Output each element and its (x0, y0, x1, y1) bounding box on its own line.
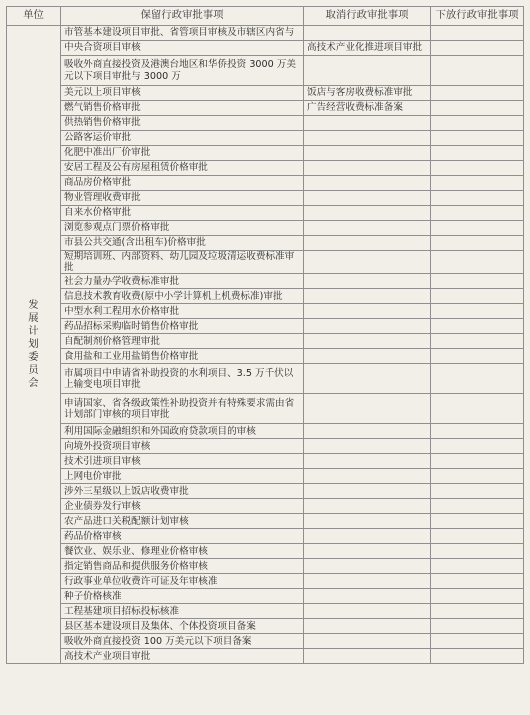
delegate-item (431, 131, 524, 146)
retain-item: 涉外三星级以上饭店收费审批 (61, 484, 304, 499)
cancel-item (304, 206, 431, 221)
retain-item: 技术引进项目审核 (61, 454, 304, 469)
delegate-item (431, 514, 524, 529)
cancel-item (304, 161, 431, 176)
retain-item: 供热销售价格审批 (61, 116, 304, 131)
approval-items-table (6, 6, 524, 664)
cancel-item (304, 191, 431, 206)
header-cancel: 取消行政审批事项 (304, 7, 431, 26)
cancel-item (304, 364, 431, 394)
delegate-item (431, 364, 524, 394)
cancel-item (304, 349, 431, 364)
retain-item: 社会力量办学收费标准审批 (61, 274, 304, 289)
cancel-item (304, 634, 431, 649)
delegate-item (431, 191, 524, 206)
retain-item: 食用盐和工业用盐销售价格审批 (61, 349, 304, 364)
delegate-item (431, 574, 524, 589)
header-delegate: 下放行政审批事项 (431, 7, 524, 26)
table-row (7, 469, 524, 484)
cancel-item (304, 274, 431, 289)
unit-cell (7, 26, 61, 664)
table-row (7, 364, 524, 394)
retain-item: 燃气销售价格审批 (61, 101, 304, 116)
delegate-item (431, 146, 524, 161)
retain-item: 企业债券发行审核 (61, 499, 304, 514)
cancel-item: 广告经营收费标准备案 (304, 101, 431, 116)
table-row (7, 574, 524, 589)
delegate-item (431, 499, 524, 514)
table-row (7, 236, 524, 251)
table-row (7, 619, 524, 634)
retain-item: 行政事业单位收费许可证及年审核准 (61, 574, 304, 589)
delegate-item (431, 334, 524, 349)
table-row (7, 274, 524, 289)
table-row (7, 454, 524, 469)
table-body (7, 26, 524, 664)
cancel-item (304, 131, 431, 146)
table-row (7, 86, 524, 101)
cancel-item (304, 574, 431, 589)
table-row (7, 221, 524, 236)
delegate-item (431, 289, 524, 304)
table-row (7, 191, 524, 206)
cancel-item (304, 116, 431, 131)
retain-item: 工程基建项目招标投标核准 (61, 604, 304, 619)
retain-item: 餐饮业、娱乐业、修理业价格审核 (61, 544, 304, 559)
header-retain: 保留行政审批事项 (61, 7, 304, 26)
cancel-item (304, 514, 431, 529)
unit-name: 发展计划委员会 (28, 299, 39, 390)
cancel-item (304, 649, 431, 664)
delegate-item (431, 319, 524, 334)
retain-item: 向境外投资项目审核 (61, 439, 304, 454)
delegate-item (431, 649, 524, 664)
table-row (7, 484, 524, 499)
cancel-item (304, 544, 431, 559)
delegate-item (431, 484, 524, 499)
table-row (7, 146, 524, 161)
cancel-item (304, 424, 431, 439)
cancel-item (304, 26, 431, 41)
cancel-item (304, 236, 431, 251)
cancel-item (304, 619, 431, 634)
cancel-item (304, 469, 431, 484)
delegate-item (431, 86, 524, 101)
retain-item: 县区基本建设项目及集体、个体投资项目备案 (61, 619, 304, 634)
table-row (7, 634, 524, 649)
cancel-item (304, 319, 431, 334)
cancel-item (304, 394, 431, 424)
table-row (7, 334, 524, 349)
delegate-item (431, 634, 524, 649)
table-row (7, 604, 524, 619)
table-row (7, 649, 524, 664)
table-header-row (7, 7, 524, 26)
cancel-item (304, 499, 431, 514)
cancel-item (304, 559, 431, 574)
table-row (7, 41, 524, 56)
delegate-item (431, 559, 524, 574)
delegate-item (431, 56, 524, 86)
cancel-item (304, 176, 431, 191)
delegate-item (431, 619, 524, 634)
cancel-item (304, 289, 431, 304)
delegate-item (431, 394, 524, 424)
cancel-item (304, 454, 431, 469)
table-row (7, 56, 524, 86)
retain-item: 市管基本建设项目审批、省管项目审核及市辖区内省与 (61, 26, 304, 41)
retain-item: 种子价格核准 (61, 589, 304, 604)
cancel-item (304, 56, 431, 86)
retain-item: 公路客运价审批 (61, 131, 304, 146)
delegate-item (431, 454, 524, 469)
retain-item: 化肥中准出厂价审批 (61, 146, 304, 161)
table-row (7, 161, 524, 176)
cancel-item (304, 146, 431, 161)
retain-item: 安居工程及公有房屋租赁价格审批 (61, 161, 304, 176)
table-row (7, 131, 524, 146)
retain-item: 药品招标采购临时销售价格审批 (61, 319, 304, 334)
retain-item: 利用国际金融组织和外国政府贷款项目的审核 (61, 424, 304, 439)
cancel-item (304, 589, 431, 604)
cancel-item: 饭店与客房收费标准审批 (304, 86, 431, 101)
delegate-item (431, 469, 524, 484)
table-row (7, 424, 524, 439)
table-row (7, 589, 524, 604)
delegate-item (431, 161, 524, 176)
retain-item: 短期培训班、内部资料、幼儿园及垃圾清运收费标准审批 (61, 251, 304, 274)
cancel-item (304, 529, 431, 544)
table-row (7, 349, 524, 364)
retain-item: 中央合资项目审核 (61, 41, 304, 56)
delegate-item (431, 221, 524, 236)
cancel-item (304, 439, 431, 454)
retain-item: 信息技术教育收费(原中小学计算机上机费标准)审批 (61, 289, 304, 304)
retain-item: 吸收外商直接投资及港澳台地区和华侨投资 3000 万美元以下项目审批与 3000 万 (61, 56, 304, 86)
delegate-item (431, 26, 524, 41)
table-row (7, 26, 524, 41)
retain-item: 商品房价格审批 (61, 176, 304, 191)
retain-item: 高技术产业项目审批 (61, 649, 304, 664)
cancel-item (304, 334, 431, 349)
retain-item: 市属项目中申请省补助投资的水利项目、3.5 万千伏以上输变电项目审批 (61, 364, 304, 394)
table-row (7, 289, 524, 304)
retain-item: 自配制剂价格管理审批 (61, 334, 304, 349)
retain-item: 申请国家、省各级政策性补助投资并有特殊要求需由省计划部门审核的项目审批 (61, 394, 304, 424)
table-row (7, 529, 524, 544)
retain-item: 上网电价审批 (61, 469, 304, 484)
retain-item: 药品价格审核 (61, 529, 304, 544)
retain-item: 中型水利工程用水价格审批 (61, 304, 304, 319)
table-row (7, 559, 524, 574)
delegate-item (431, 604, 524, 619)
retain-item: 浏览参观点门票价格审批 (61, 221, 304, 236)
delegate-item (431, 439, 524, 454)
delegate-item (431, 349, 524, 364)
table-header (7, 7, 524, 26)
retain-item: 物业管理收费审批 (61, 191, 304, 206)
cancel-item (304, 251, 431, 274)
delegate-item (431, 529, 524, 544)
table-row (7, 206, 524, 221)
table-row (7, 176, 524, 191)
delegate-item (431, 589, 524, 604)
table-row (7, 304, 524, 319)
delegate-item (431, 116, 524, 131)
cancel-item: 高技术产业化推进项目审批 (304, 41, 431, 56)
retain-item: 农产品进口关税配额计划审核 (61, 514, 304, 529)
retain-item: 自来水价格审批 (61, 206, 304, 221)
table-row (7, 544, 524, 559)
retain-item: 市县公共交通(含出租车)价格审批 (61, 236, 304, 251)
retain-item: 美元以上项目审核 (61, 86, 304, 101)
cancel-item (304, 604, 431, 619)
delegate-item (431, 274, 524, 289)
delegate-item (431, 176, 524, 191)
cancel-item (304, 221, 431, 236)
cancel-item (304, 304, 431, 319)
header-unit: 单位 (7, 7, 61, 26)
retain-item: 指定销售商品和提供服务价格审核 (61, 559, 304, 574)
delegate-item (431, 236, 524, 251)
table-row (7, 251, 524, 274)
table-row (7, 499, 524, 514)
table-row (7, 319, 524, 334)
delegate-item (431, 544, 524, 559)
table-row (7, 439, 524, 454)
table-row (7, 101, 524, 116)
delegate-item (431, 101, 524, 116)
delegate-item (431, 424, 524, 439)
delegate-item (431, 251, 524, 274)
delegate-item (431, 41, 524, 56)
delegate-item (431, 206, 524, 221)
retain-item: 吸收外商直接投资 100 万美元以下项目备案 (61, 634, 304, 649)
table-row (7, 394, 524, 424)
cancel-item (304, 484, 431, 499)
table-row (7, 116, 524, 131)
table-row (7, 514, 524, 529)
delegate-item (431, 304, 524, 319)
